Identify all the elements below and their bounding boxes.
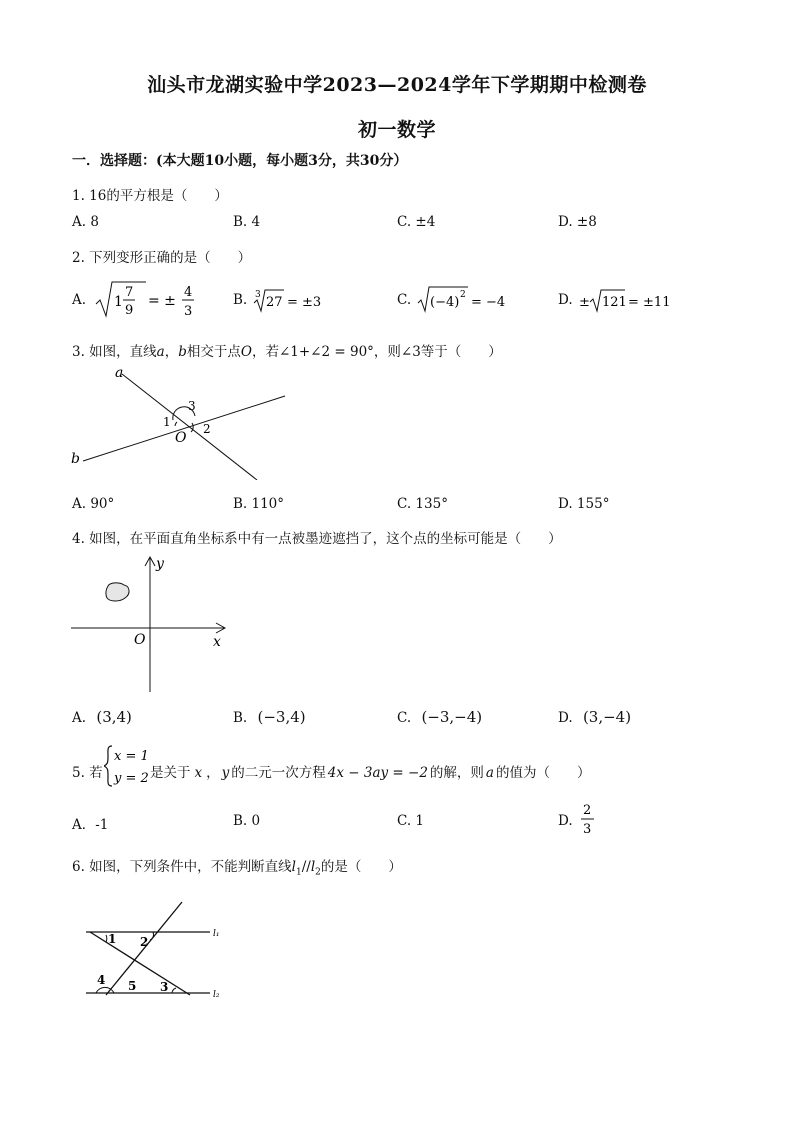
q4-label-y: y xyxy=(156,556,164,572)
page-subtitle: 初一数学 xyxy=(357,119,436,141)
q5d-num: 2 xyxy=(583,803,592,818)
q5-var-y: y xyxy=(221,765,230,781)
question-4-stem: 4. 如图，在平面直角坐标系中有一点被墨迹遮挡了，这个点的坐标可能是（ ） xyxy=(72,531,562,547)
q3-label-o: O xyxy=(175,430,187,446)
q6-sub1: 1 xyxy=(296,867,302,878)
q4-option-d[interactable] xyxy=(558,708,631,726)
q4-option-b-label: B. xyxy=(233,710,248,726)
q2a-whole: 1 xyxy=(114,294,123,310)
q3-stem-b: b xyxy=(178,344,187,360)
q4-option-a-value: (3,4) xyxy=(96,708,132,726)
q6-label-l1: l₁ xyxy=(213,929,220,939)
q2-option-a-math xyxy=(94,278,204,322)
q4-option-b-value: (−3,4) xyxy=(257,708,306,726)
q1-option-d[interactable]: D. ±8 xyxy=(558,214,597,230)
q5-stem-rest xyxy=(150,761,590,781)
q4-option-d-label: D. xyxy=(558,710,573,726)
q3-label-a: a xyxy=(115,365,124,381)
q2d-pm: ± xyxy=(579,295,590,310)
q2c-exp: 2 xyxy=(460,290,466,300)
q5-option-d[interactable] xyxy=(558,813,573,829)
q3-label-b: b xyxy=(71,451,80,467)
q4-option-c[interactable] xyxy=(397,708,482,726)
q6-p0: 6. 如图，下列条件中，不能判断直线 xyxy=(72,859,292,875)
q4-ink-blot xyxy=(106,583,129,601)
q4-figure xyxy=(68,554,238,696)
question-3-stem xyxy=(72,340,502,360)
q4-label-o: O xyxy=(134,632,146,648)
q5-p11: 的值为（ ） xyxy=(495,765,591,781)
q2a-den2: 3 xyxy=(184,304,193,319)
q3-stem-p6: ，若∠1+∠2 = 90°，则∠3等于（ ） xyxy=(251,344,502,360)
q3-label-3: 3 xyxy=(188,399,196,413)
q5-option-a[interactable]: A．-1 xyxy=(72,817,109,833)
q2b-index: 3 xyxy=(255,290,261,300)
q2-option-c-label: C. xyxy=(397,292,412,308)
q3-line-b xyxy=(83,396,285,461)
q3-stem-p0: 3. 如图，直线 xyxy=(72,344,157,360)
q3-stem-o: O xyxy=(240,344,252,360)
q2-option-c[interactable] xyxy=(397,292,411,308)
q3-figure xyxy=(65,360,295,480)
q5-equation: 4x − 3ay = −2 xyxy=(327,765,428,781)
q6-p6: 的是（ ） xyxy=(320,859,402,875)
q5-eq-y: y = 2 xyxy=(114,771,149,786)
q2-option-a[interactable] xyxy=(72,292,86,308)
section-heading: 一．选择题：(本大题10小题，每小题3分，共30分） xyxy=(72,153,408,169)
q6-figure xyxy=(80,898,240,1006)
q3-option-b[interactable]: B. 110° xyxy=(233,496,285,512)
q4-option-a-label: A. xyxy=(72,710,87,726)
q1-option-a[interactable]: A. 8 xyxy=(72,214,99,230)
question-1-stem: 1. 16的平方根是（ ） xyxy=(72,188,228,204)
q5d-den: 3 xyxy=(583,822,592,837)
q2-option-b-math xyxy=(252,285,332,315)
q6-label-4: 4 xyxy=(97,973,106,987)
q2-option-d-math xyxy=(577,285,677,315)
q5-p5: ， xyxy=(206,765,220,781)
q5-var-x: x xyxy=(194,765,203,781)
q2d-eq: = ±11 xyxy=(628,295,671,310)
q5-stem-prefix: 5. 若 xyxy=(72,765,103,781)
q2a-num1: 7 xyxy=(125,285,134,300)
q3-stem-a: a xyxy=(156,344,165,360)
q5-p9: 的解，则 xyxy=(429,765,484,781)
q4-option-c-label: C. xyxy=(397,710,412,726)
q6-label-5: 5 xyxy=(128,979,137,993)
question-2-stem: 2. 下列变形正确的是（ ） xyxy=(72,250,252,266)
q2-option-b[interactable] xyxy=(233,292,247,308)
q5-option-d-label: D. xyxy=(558,813,573,829)
q5-option-d-fraction xyxy=(578,800,598,838)
q5-p7: 的二元一次方程 xyxy=(231,765,326,781)
q1-option-b[interactable]: B. 4 xyxy=(233,214,261,230)
q2c-radicand: (−4) xyxy=(430,295,460,310)
q4-label-x: x xyxy=(213,634,221,650)
question-6-stem xyxy=(72,855,402,878)
page-title: 汕头市龙湖实验中学2023—2024学年下学期期中检测卷 xyxy=(147,74,647,96)
q5-system-brace xyxy=(104,744,150,788)
q4-option-c-value: (−3,−4) xyxy=(421,708,483,726)
q2a-den1: 9 xyxy=(125,303,134,318)
q2-option-c-math xyxy=(416,283,511,315)
q2b-radicand: 27 xyxy=(266,295,283,310)
q2-option-d-label: D. xyxy=(558,292,573,308)
q3-label-2: 2 xyxy=(203,422,211,436)
q5-option-b[interactable]: B. 0 xyxy=(233,813,261,829)
q4-option-a[interactable] xyxy=(72,708,132,726)
q2b-eq: = ±3 xyxy=(287,295,322,310)
q6-sub2: 2 xyxy=(315,867,321,878)
q3-label-1: 1 xyxy=(163,415,171,429)
q3-option-c[interactable]: C. 135° xyxy=(397,496,448,512)
q2a-eq: = ± xyxy=(148,293,176,309)
q6-l2: l xyxy=(310,859,316,875)
q6-l: l xyxy=(291,859,296,875)
q6-label-l2: l₂ xyxy=(213,990,220,1000)
q4-option-b[interactable] xyxy=(233,708,306,726)
q2-option-d[interactable] xyxy=(558,292,573,308)
q2c-eq: = −4 xyxy=(471,295,506,310)
q3-option-a[interactable]: A. 90° xyxy=(72,496,115,512)
q2d-radicand: 121 xyxy=(602,295,627,310)
q6-parallel: // xyxy=(301,859,311,875)
q3-stem-p4: 相交于点 xyxy=(186,344,241,360)
q5-var-a: a xyxy=(485,765,494,781)
q2a-num2: 4 xyxy=(184,285,193,300)
q4-option-d-value: (3,−4) xyxy=(582,708,632,726)
q5-option-c[interactable]: C. 1 xyxy=(397,813,425,829)
q1-option-c[interactable]: C. ±4 xyxy=(397,214,436,230)
q2-option-a-label: A. xyxy=(72,292,87,308)
q5-p3: 是关于 xyxy=(150,765,191,781)
q3-option-d[interactable]: D. 155° xyxy=(558,496,610,512)
q3-stem-p2: ， xyxy=(164,344,179,360)
q2-option-b-label: B. xyxy=(233,292,248,308)
q6-label-3: 3 xyxy=(160,980,169,994)
q6-label-2: 2 xyxy=(140,935,149,949)
q5-eq-x: x = 1 xyxy=(114,749,149,764)
q6-label-1: 1 xyxy=(108,932,117,946)
